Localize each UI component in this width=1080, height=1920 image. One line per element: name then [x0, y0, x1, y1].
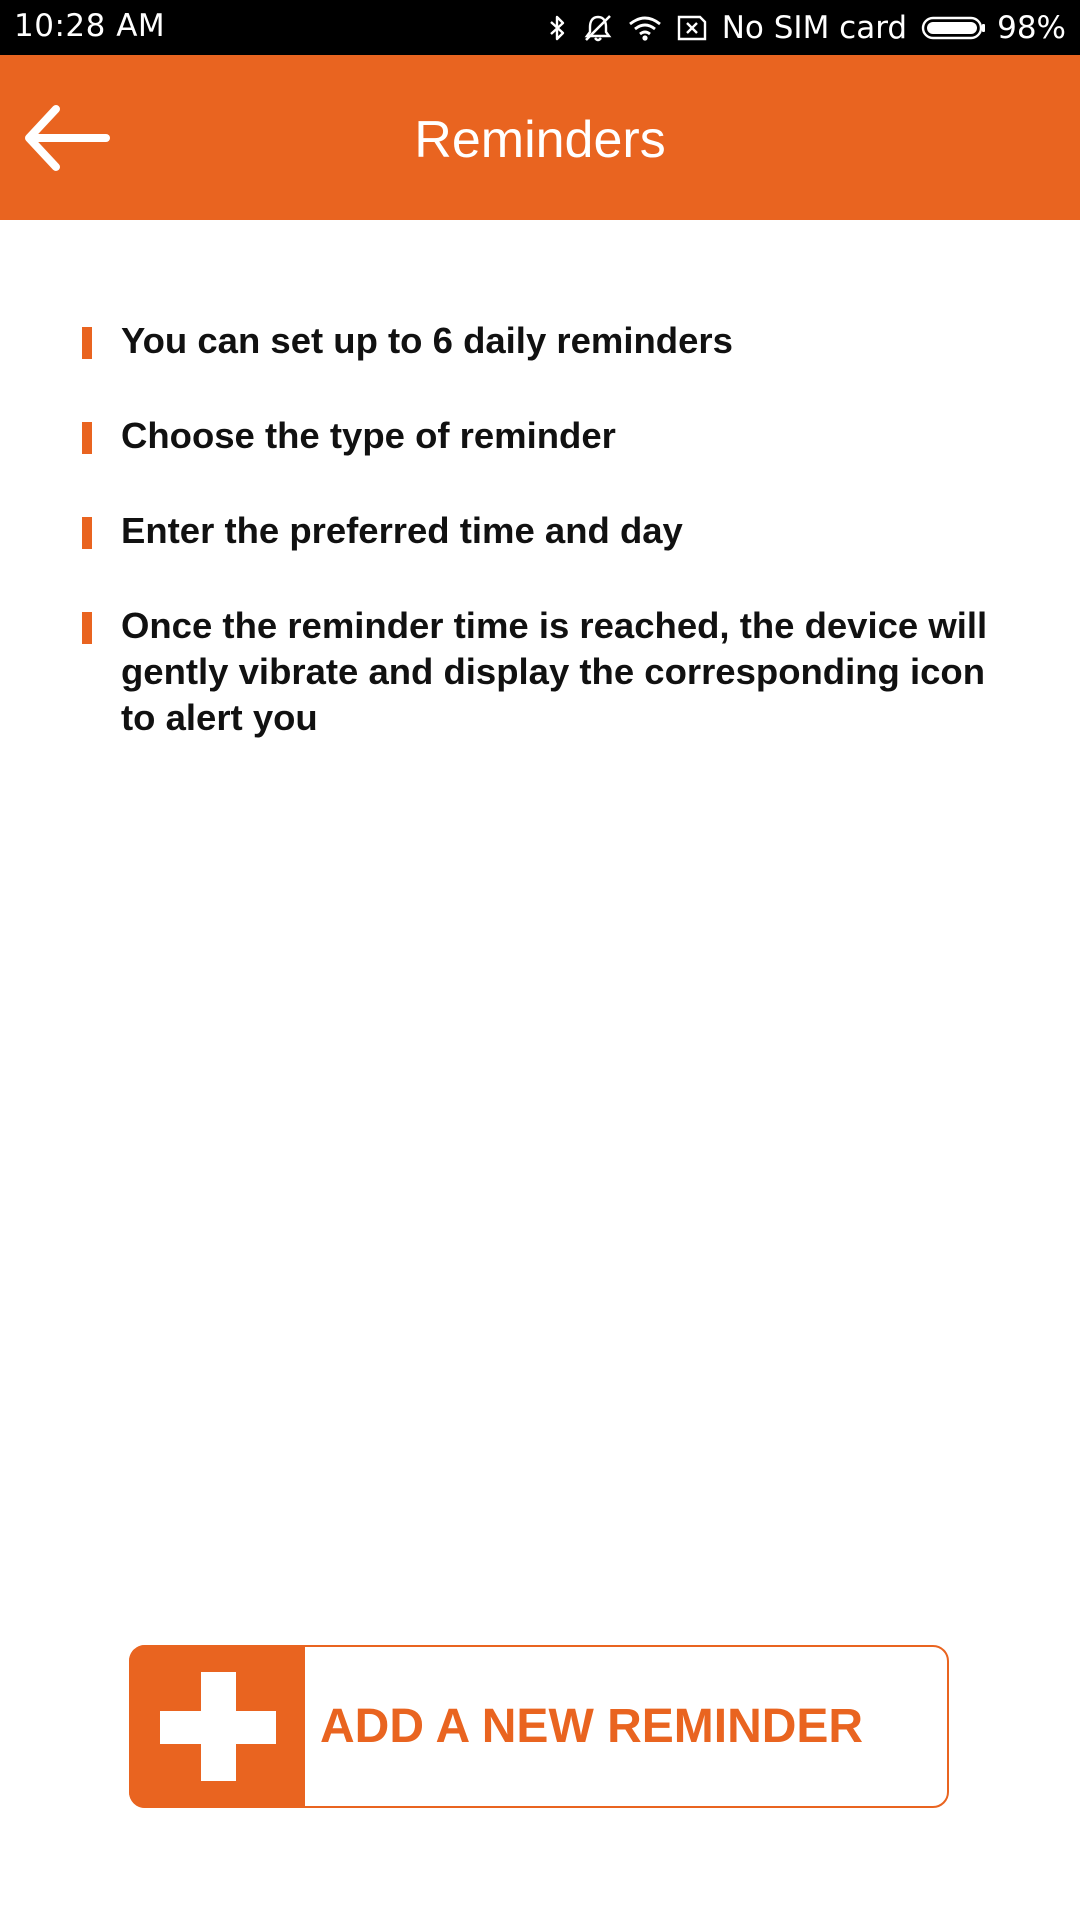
bluetooth-icon	[548, 14, 568, 42]
list-item	[82, 603, 1012, 741]
list-item-text: Choose the type of reminder	[121, 415, 616, 456]
list-item-text: Enter the preferred time and day	[121, 510, 683, 551]
app-bar	[0, 55, 1080, 220]
carrier-label: No SIM card	[721, 9, 908, 46]
list-item-text: You can set up to 6 daily reminders	[121, 320, 733, 361]
list-item	[82, 508, 1012, 554]
bullet-bar	[82, 612, 92, 644]
list-item	[82, 413, 1012, 459]
wifi-icon	[628, 15, 662, 41]
bullet-bar	[82, 422, 92, 454]
battery-percent: 98%	[997, 9, 1066, 46]
status-icons	[548, 0, 1066, 55]
list-item-text: Once the reminder time is reached, the device will gently vibrate and display the corresponding icon to alert you	[121, 605, 988, 738]
bullet-bar	[82, 517, 92, 549]
bullet-bar	[82, 327, 92, 359]
status-bar	[0, 0, 1080, 55]
plus-icon-horizontal	[160, 1711, 276, 1744]
list-item	[82, 318, 1012, 364]
add-reminder-label: ADD A NEW REMINDER	[320, 1700, 864, 1753]
sim-error-icon	[676, 14, 708, 42]
plus-icon	[129, 1645, 305, 1808]
info-list	[82, 318, 1012, 790]
add-reminder-button[interactable]	[129, 1645, 949, 1808]
status-time: 10:28 AM	[14, 8, 166, 44]
mute-vibrate-icon	[582, 13, 614, 43]
page-title: Reminders	[414, 111, 666, 169]
battery-icon	[921, 15, 987, 41]
